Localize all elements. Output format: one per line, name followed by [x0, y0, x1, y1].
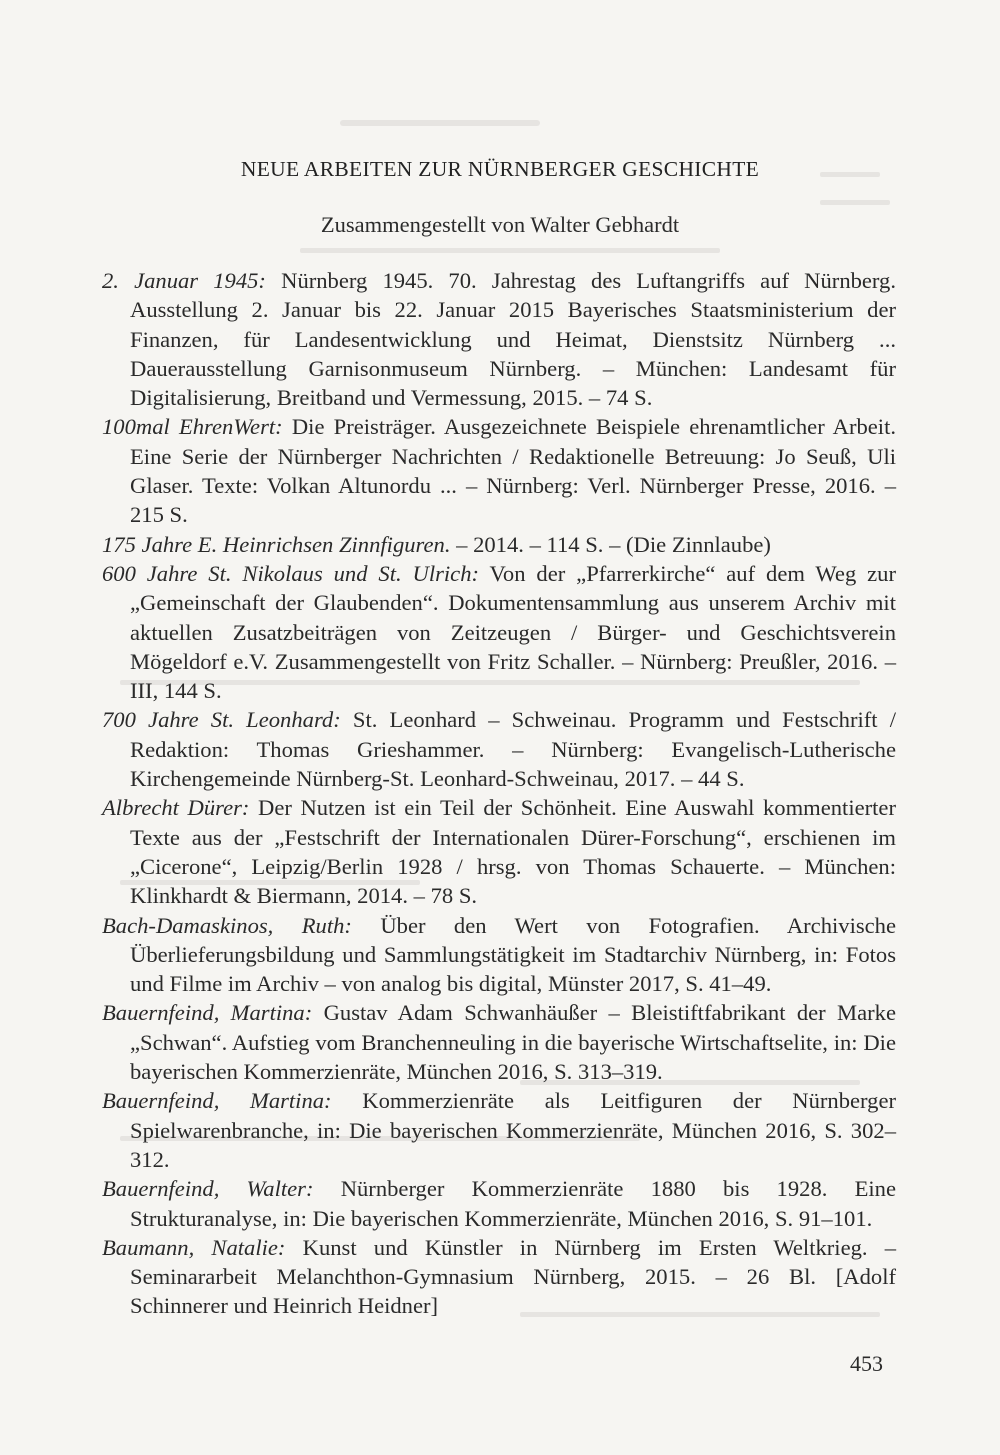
entry-text: Gustav Adam Schwanhäußer – Bleistiftfabrikant der Marke „Schwan“. Aufstieg vom Branchenneuling in die bayerische Wirtschaftselite, in: Die bayerischen Kommerzienräte, München 2016, S. 313–319.: [130, 1000, 896, 1085]
page-number: 453: [850, 1351, 883, 1376]
bibliography-entry: [102, 1086, 896, 1174]
bibliography-entry: [102, 705, 896, 793]
entry-text: Von der „Pfarrerkirche“ auf dem Weg zur „Gemeinschaft der Glaubenden“. Dokumentensammlung aus unserem Archiv mit aktuellen Zusatzbeiträgen von Zeitzeugen / Bürger- und Geschichtsverein Mögeldorf e.V. Zusammengestellt von Fritz Schaller. – Nürnberg: Preußler, 2016. – III, 144 S.: [130, 560, 896, 704]
entry-text: Kunst und Künstler in Nürnberg im Ersten Weltkrieg. – Seminararbeit Melanchthon-Gymnasium Nürnberg, 2015. – 26 Bl. [Adolf Schinnerer und Heinrich Heidner]: [130, 1234, 896, 1319]
entry-author: 100mal EhrenWert:: [102, 414, 283, 440]
entry-text: – 2014. – 114 S. – (Die Zinnlaube): [456, 531, 771, 557]
entry-author: Bauernfeind, Martina:: [102, 1088, 332, 1114]
entry-text: Nürnberg 1945. 70. Jahrestag des Luftangriffs auf Nürnberg. Ausstellung 2. Januar bis 22. Januar 2015 Bayerisches Staatsministerium der Finanzen, für Landesentwicklung und Heimat, Dienstsitz Nürnberg ... Dauerausstellung Garnisonmuseum Nürnberg. – München: Landesamt für Digitalisierung, Breitband und Vermessung, 2015. – 74 S.: [130, 268, 896, 411]
bibliography-entry: [102, 1233, 896, 1321]
entry-text: Kommerzienräte als Leitfiguren der Nürnberger Spielwarenbranche, in: Die bayerischen Kommerzienräte, München 2016, S. 302–312.: [130, 1088, 897, 1172]
entry-author: Albrecht Dürer:: [102, 795, 250, 821]
bibliography-list: [102, 266, 896, 1321]
bibliography-entry: [102, 1174, 896, 1233]
entry-author: 175 Jahre E. Heinrichsen Zinnfiguren.: [102, 531, 451, 557]
entry-text: Nürnberger Kommerzienräte 1880 bis 1928. Eine Strukturanalyse, in: Die bayerischen Kommerzienräte, München 2016, S. 91–101.: [130, 1176, 896, 1231]
entry-text: Der Nutzen ist ein Teil der Schönheit. Eine Auswahl kommentierter Texte aus der „Festschrift der Internationalen Dürer-Forschung“, erschienen im „Cicerone“, Leipzig/Berlin 1928 / hrsg. von Thomas Schauerte. – München: Klinkhardt & Biermann, 2014. – 78 S.: [130, 795, 896, 909]
entry-author: 600 Jahre St. Nikolaus und St. Ulrich:: [102, 560, 480, 586]
bibliography-entry: [102, 266, 896, 412]
entry-text: Die Preisträger. Ausgezeichnete Beispiele ehrenamtlicher Arbeit. Eine Serie der Nürnberger Nachrichten / Redaktionelle Betreuung: Jo Seuß, Uli Glaser. Texte: Volkan Altunordu ... – Nürnberg: Verl. Nürnberger Presse, 2016. – 215 S.: [130, 414, 896, 528]
entry-text: St. Leonhard – Schweinau. Programm und Festschrift / Redaktion: Thomas Grieshammer. – Nürnberg: Evangelisch-Lutherische Kirchengemeinde Nürnberg-St. Leonhard-Schweinau, 2017. – 44 S.: [130, 707, 896, 792]
entry-author: Bauernfeind, Walter:: [102, 1176, 314, 1202]
entry-author: 700 Jahre St. Leonhard:: [102, 707, 341, 733]
entry-text: Über den Wert von Fotografien. Archivische Überlieferungsbildung und Sammlungstätigkeit im Stadtarchiv Nürnberg, in: Fotos und Filme im Archiv – von analog bis digital, Münster 2017, S. 41–49.: [130, 912, 896, 997]
entry-author: Bach-Damaskinos, Ruth:: [102, 912, 352, 938]
entry-author: 2. Januar 1945:: [102, 268, 266, 293]
page-subtitle: Zusammengestellt von Walter Gebhardt: [320, 212, 680, 237]
entry-author: Baumann, Natalie:: [102, 1234, 286, 1260]
bibliography-entry: [102, 911, 896, 999]
bibliography-entry: [102, 530, 896, 559]
page-title: NEUE ARBEITEN ZUR NÜRNBERGER GESCHICHTE: [240, 157, 760, 181]
bibliography-entry: [102, 559, 896, 705]
bibliography-entry: [102, 998, 896, 1086]
bibliography-entry: [102, 412, 896, 529]
bibliography-entry: [102, 793, 896, 910]
entry-author: Bauernfeind, Martina:: [102, 1000, 313, 1026]
